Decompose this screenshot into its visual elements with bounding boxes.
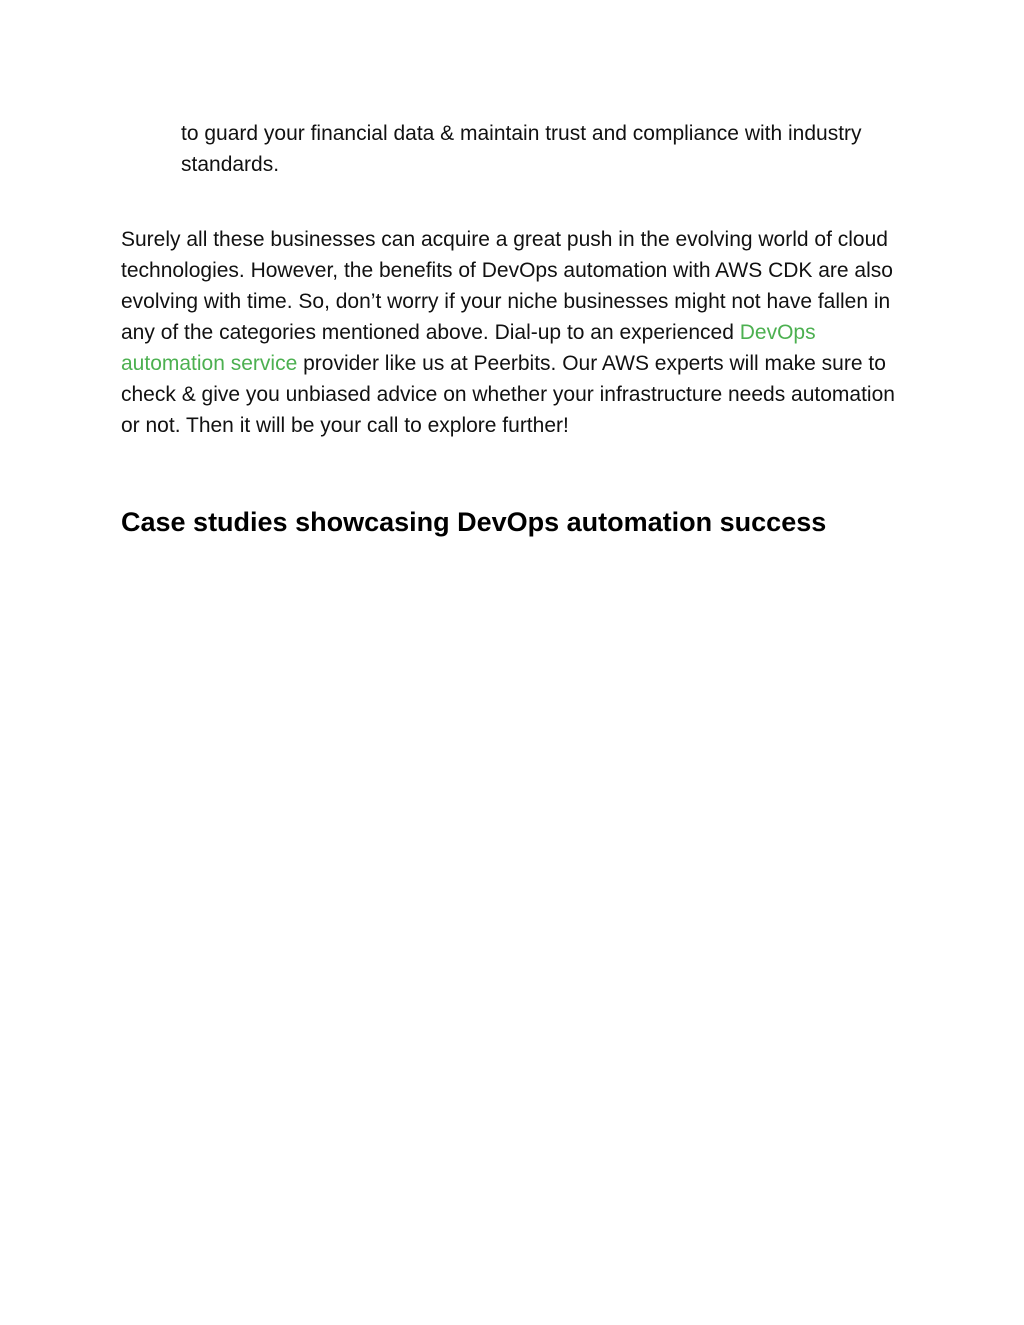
paragraph-text-before-link: Surely all these businesses can acquire a great push in the evolving world of cloud technologies. However, the benefits of DevOps automation with AWS CDK are also evolving with time. So, don’t worry if your niche businesses might not have fallen in any of the categories mentioned above. Dial-up to an experienced [121, 228, 893, 344]
body-paragraph [121, 224, 911, 441]
section-heading: Case studies showcasing DevOps automation success [121, 507, 827, 537]
devops-automation-service-link[interactable]: DevOps automation service [121, 321, 816, 375]
list-item-text: to guard your financial data & maintain trust and compliance with industry standards. [181, 122, 862, 176]
list-item-continuation [181, 118, 881, 180]
paragraph-text-after-link: provider like us at Peerbits. Our AWS experts will make sure to check & give you unbiased advice on whether your infrastructure needs automation or not. Then it will be your call to explore further! [121, 352, 895, 437]
